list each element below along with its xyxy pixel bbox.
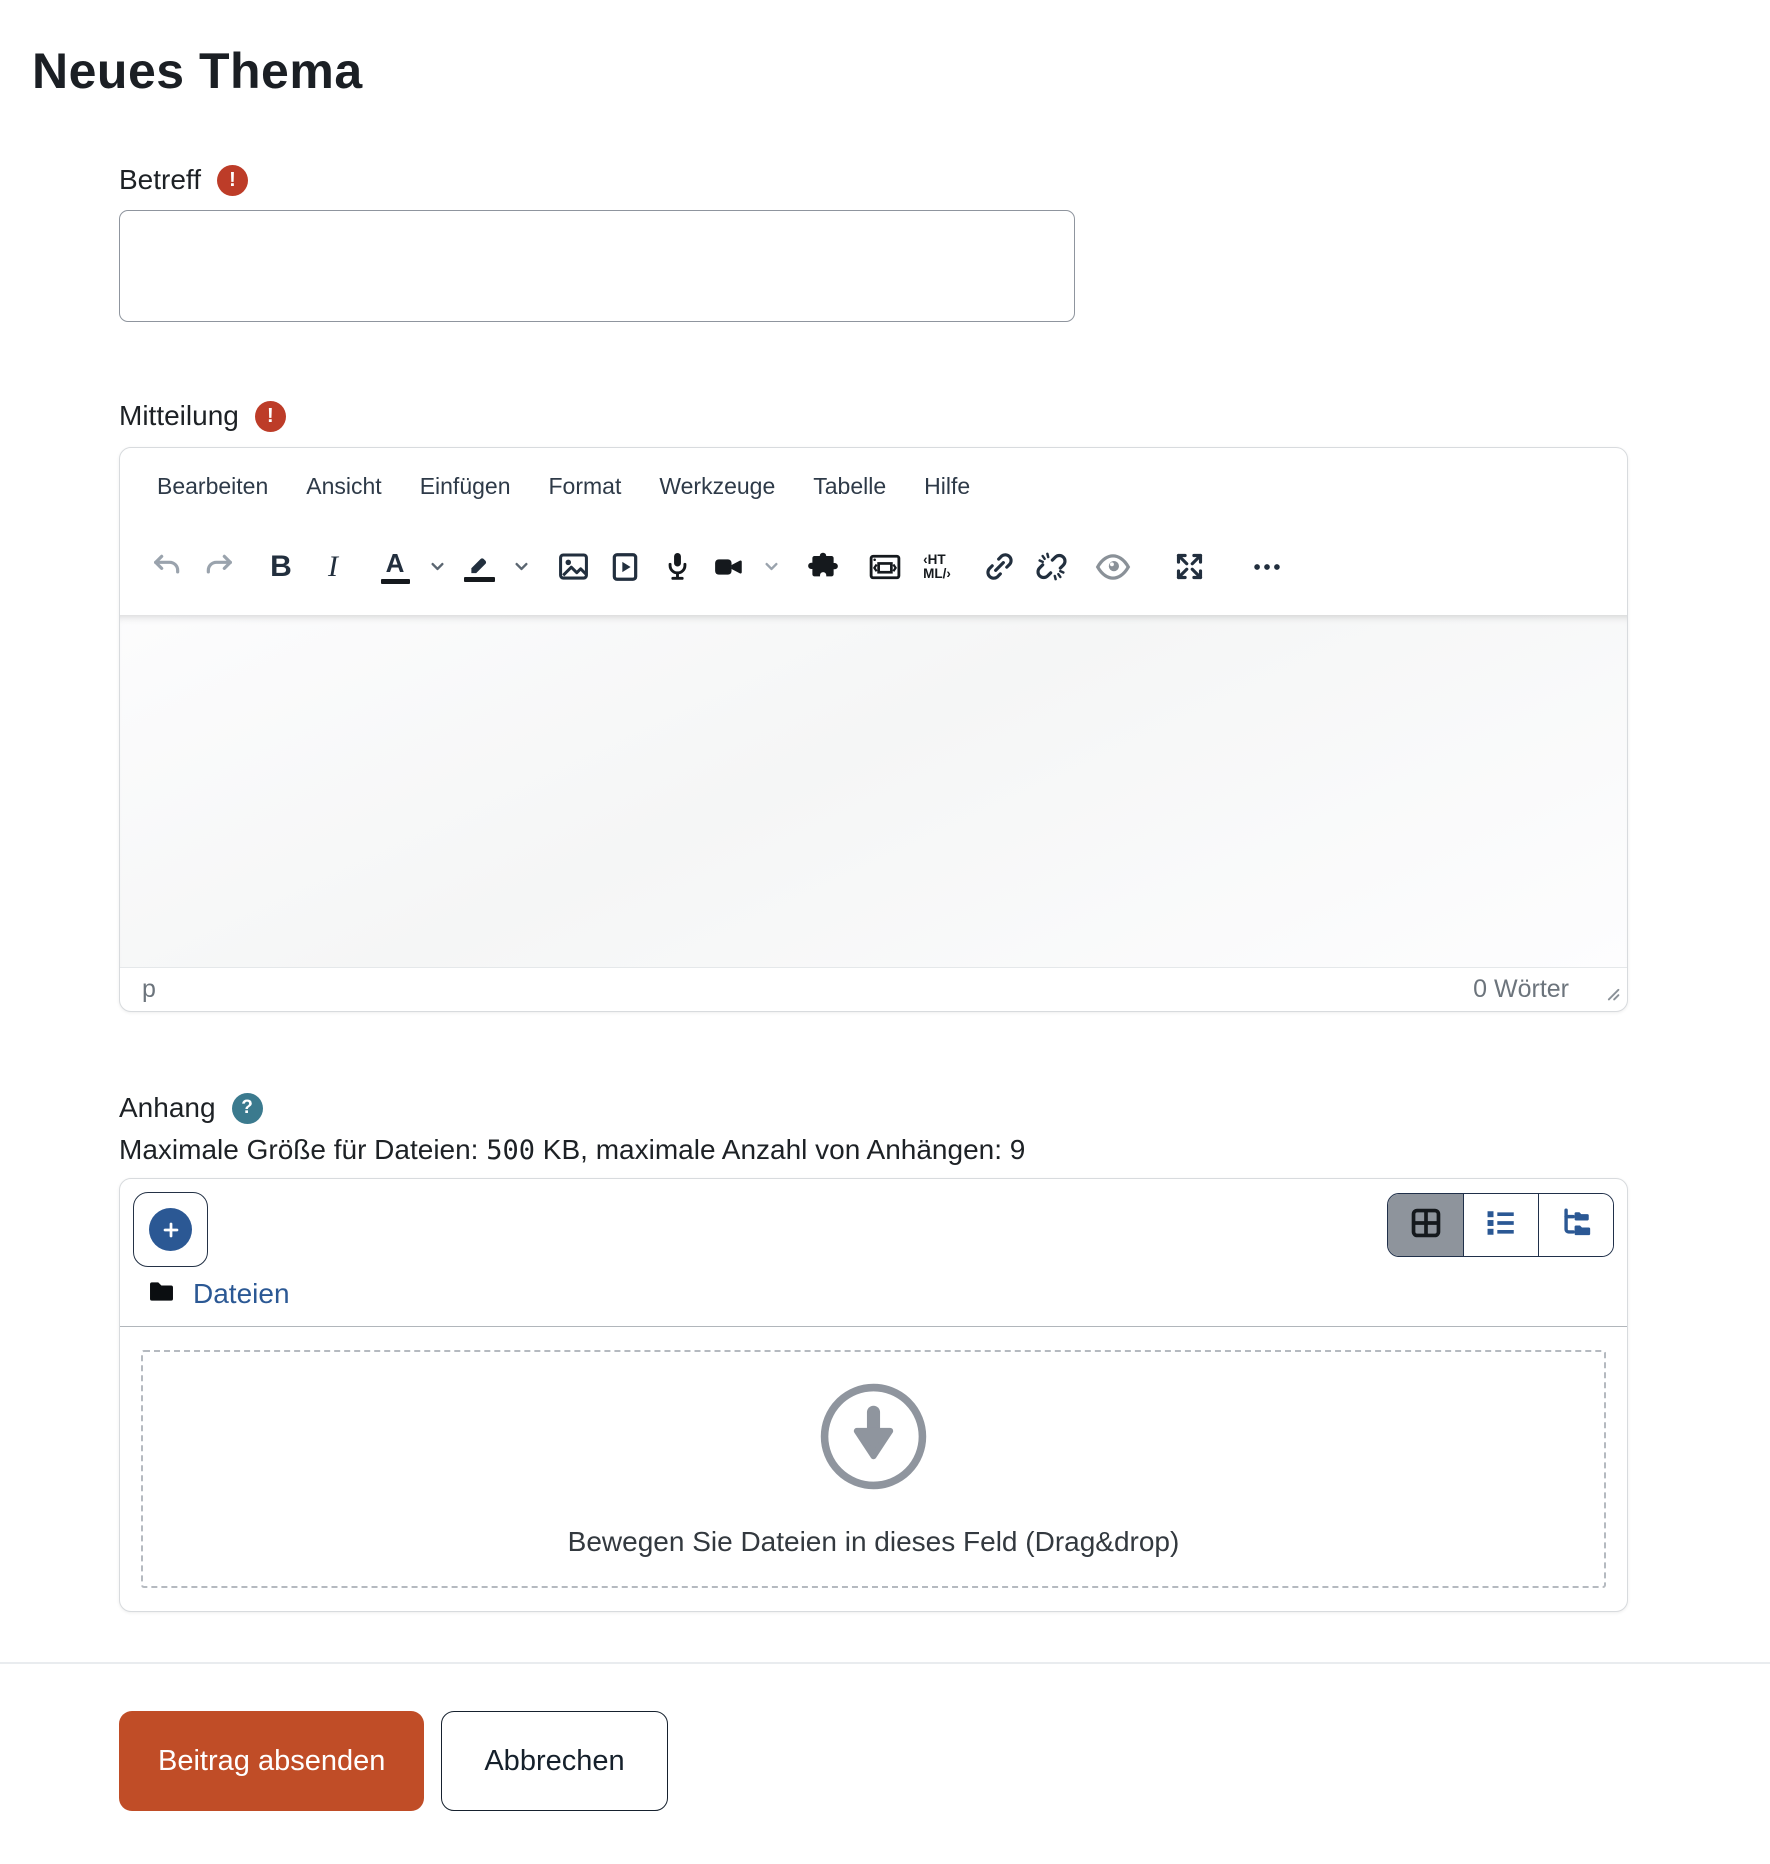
highlight-color-button[interactable] — [456, 544, 502, 590]
menu-item-bearbeiten[interactable]: Bearbeiten — [157, 472, 269, 499]
arrow-down-circle-icon — [817, 1380, 930, 1498]
bold-icon: B — [270, 549, 292, 583]
toolbar-group-basic-format — [258, 544, 356, 590]
editor-toolbar — [120, 518, 1627, 615]
toolbar-group-links — [976, 544, 1074, 590]
required-exclamation-icon: ! — [217, 165, 248, 196]
preview-button[interactable] — [1090, 544, 1136, 590]
folder-icon — [147, 1277, 176, 1311]
max-size-value: 500 — [486, 1135, 536, 1166]
form-column — [119, 164, 1628, 1612]
file-manager-toolbar — [120, 1179, 1627, 1271]
toolbar-group-code — [862, 544, 960, 590]
undo-icon — [151, 551, 183, 583]
menu-item-ansicht[interactable]: Ansicht — [306, 472, 382, 499]
microphone-icon — [661, 550, 694, 583]
text-color-button[interactable] — [372, 544, 418, 590]
media-icon — [609, 551, 641, 583]
info-middle: KB, maximale Anzahl von Anhängen: — [535, 1134, 1010, 1165]
dropzone-wrapper — [120, 1327, 1627, 1611]
resize-handle-icon[interactable] — [1603, 984, 1620, 1006]
embed-icon — [868, 550, 902, 584]
plus-circle-icon — [149, 1208, 192, 1251]
text-color-chevron[interactable] — [424, 544, 450, 590]
required-exclamation-icon: ! — [255, 401, 286, 432]
html-code-icon: ‹HT ML/› — [923, 552, 951, 581]
element-path[interactable]: p — [142, 975, 156, 1003]
italic-icon: I — [328, 549, 338, 583]
plugins-button[interactable] — [800, 544, 846, 590]
unlink-button[interactable] — [1028, 544, 1074, 590]
italic-button[interactable] — [310, 544, 356, 590]
attachment-field-group — [119, 1092, 1628, 1612]
word-count: 0 Wörter — [1473, 975, 1569, 1003]
cancel-button[interactable]: Abbrechen — [441, 1711, 667, 1811]
list-view-icon — [1484, 1206, 1518, 1245]
rich-text-editor — [119, 447, 1628, 1012]
link-button[interactable] — [976, 544, 1022, 590]
info-prefix: Maximale Größe für Dateien: — [119, 1134, 487, 1165]
toolbar-group-more — [1244, 544, 1290, 590]
submit-post-button[interactable]: Beitrag absenden — [119, 1711, 424, 1811]
preview-eye-icon — [1095, 549, 1131, 585]
insert-image-button[interactable] — [550, 544, 596, 590]
message-field-group — [119, 400, 1628, 1012]
list-view-button[interactable] — [1463, 1194, 1538, 1256]
more-options-button[interactable] — [1244, 544, 1290, 590]
subject-field-group — [119, 164, 1628, 322]
highlight-color-icon — [464, 552, 495, 582]
toolbar-group-plugins — [800, 544, 846, 590]
file-path-breadcrumb — [120, 1271, 1627, 1327]
max-count-value: 9 — [1009, 1134, 1026, 1165]
image-icon — [557, 550, 590, 583]
embed-button[interactable] — [862, 544, 908, 590]
bold-button[interactable] — [258, 544, 304, 590]
file-manager — [119, 1178, 1628, 1612]
fullscreen-icon — [1173, 550, 1206, 583]
section-divider — [0, 1662, 1770, 1664]
attachment-info-text — [119, 1134, 1628, 1166]
subject-label: Betreff — [119, 164, 201, 195]
link-icon — [983, 550, 1016, 583]
unlink-icon — [1035, 550, 1068, 583]
tree-view-icon — [1559, 1206, 1593, 1245]
toolbar-group-fullscreen — [1166, 544, 1212, 590]
help-question-icon[interactable]: ? — [232, 1093, 263, 1124]
editor-content-area[interactable] — [120, 615, 1627, 967]
grid-view-button[interactable] — [1388, 1194, 1463, 1256]
redo-icon — [203, 551, 235, 583]
chevron-down-icon — [763, 558, 780, 575]
toolbar-group-colors — [372, 544, 534, 590]
menu-item-format[interactable]: Format — [548, 472, 622, 499]
attachment-label-row — [119, 1092, 1628, 1124]
record-audio-button[interactable] — [654, 544, 700, 590]
html-source-button[interactable] — [914, 544, 960, 590]
tree-view-button[interactable] — [1538, 1194, 1613, 1256]
fullscreen-button[interactable] — [1166, 544, 1212, 590]
menu-item-hilfe[interactable]: Hilfe — [924, 472, 971, 499]
dropzone-text: Bewegen Sie Dateien in dieses Feld (Drag&drop) — [567, 1526, 1180, 1557]
insert-media-button[interactable] — [602, 544, 648, 590]
menu-item-einfuegen[interactable]: Einfügen — [419, 472, 511, 499]
more-options-icon — [1250, 550, 1284, 584]
video-camera-icon — [712, 550, 746, 584]
chevron-down-icon — [513, 558, 530, 575]
message-label: Mitteilung — [119, 400, 239, 431]
text-color-icon: A — [381, 550, 410, 584]
editor-statusbar — [120, 967, 1627, 1011]
toolbar-group-history — [144, 544, 242, 590]
subject-label-row — [119, 164, 1628, 196]
puzzle-plugin-icon — [806, 550, 840, 584]
chevron-down-icon — [429, 558, 446, 575]
subject-input[interactable] — [119, 210, 1075, 322]
undo-button[interactable] — [144, 544, 190, 590]
toolbar-group-preview — [1090, 544, 1136, 590]
grid-view-icon — [1409, 1206, 1443, 1245]
menu-item-tabelle[interactable]: Tabelle — [813, 472, 887, 499]
attachment-label: Anhang — [119, 1092, 216, 1123]
record-video-chevron[interactable] — [758, 544, 784, 590]
menu-item-werkzeuge[interactable]: Werkzeuge — [659, 472, 776, 499]
file-dropzone[interactable] — [141, 1350, 1606, 1588]
highlight-color-chevron[interactable] — [508, 544, 534, 590]
toolbar-group-media — [550, 544, 784, 590]
message-label-row — [119, 400, 1628, 432]
files-folder-link[interactable]: Dateien — [193, 1278, 290, 1309]
form-actions — [119, 1711, 1770, 1811]
add-file-button[interactable] — [133, 1192, 208, 1267]
page-title: Neues Thema — [32, 43, 363, 99]
view-switcher — [1387, 1193, 1614, 1257]
record-video-button[interactable] — [706, 544, 752, 590]
redo-button[interactable] — [196, 544, 242, 590]
editor-menubar — [120, 448, 1627, 518]
